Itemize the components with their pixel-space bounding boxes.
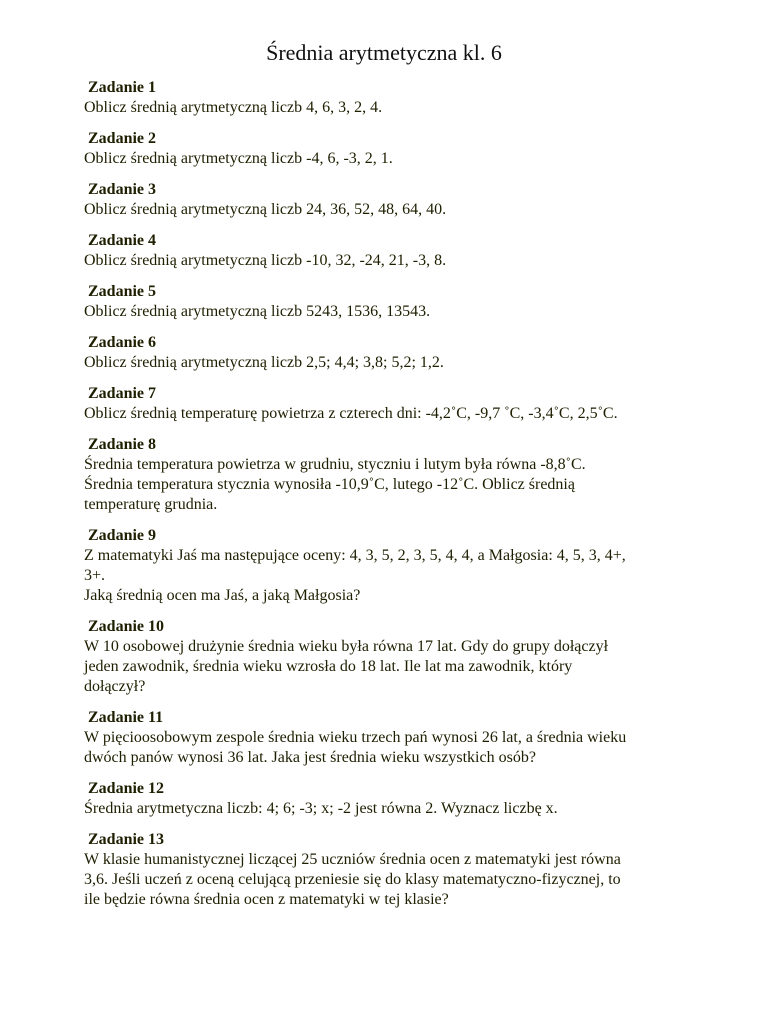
task-text-line: Oblicz średnią arytmetyczną liczb 5243, 1536, 13543. xyxy=(84,303,431,320)
task-text xyxy=(84,546,744,606)
task-text xyxy=(84,637,744,697)
task-text-line: temperaturę grudnia. xyxy=(84,496,218,513)
task-text-line: Oblicz średnią arytmetyczną liczb -4, 6, -3, 2, 1. xyxy=(84,150,393,167)
task-item xyxy=(84,708,744,768)
task-text-line: 3+. xyxy=(84,567,106,584)
task-text xyxy=(84,251,744,271)
task-item xyxy=(84,435,744,515)
task-text-line: Oblicz średnią arytmetyczną liczb -10, 32, -24, 21, -3, 8. xyxy=(84,252,447,269)
task-text-line: Średnia temperatura powietrza w grudniu, styczniu i lutym była równa -8,8˚C. xyxy=(84,456,586,473)
task-label: Zadanie 12 xyxy=(88,780,165,797)
task-item xyxy=(84,231,744,271)
task-text-line: ile będzie równa średnia ocen z matematyki w tej klasie? xyxy=(84,891,449,908)
page-title: Średnia arytmetyczna kl. 6 xyxy=(266,40,502,65)
task-item xyxy=(84,129,744,169)
task-text-line: Średnia temperatura stycznia wynosiła -10,9˚C, lutego -12˚C. Oblicz średnią xyxy=(84,476,575,493)
task-text xyxy=(84,149,744,169)
task-text xyxy=(84,455,744,515)
task-label: Zadanie 8 xyxy=(88,436,157,453)
task-label: Zadanie 10 xyxy=(88,618,165,635)
task-text-line: Oblicz średnią arytmetyczną liczb 4, 6, 3, 2, 4. xyxy=(84,99,383,116)
task-text-line: Oblicz średnią temperaturę powietrza z czterech dni: -4,2˚C, -9,7 ˚C, -3,4˚C, 2,5˚C. xyxy=(84,405,618,422)
task-text-line: Z matematyki Jaś ma następujące oceny: 4, 3, 5, 2, 3, 5, 4, 4, a Małgosia: 4, 5, 3, 4+, xyxy=(84,547,626,564)
task-label: Zadanie 13 xyxy=(88,831,165,848)
task-text xyxy=(84,799,744,819)
task-text xyxy=(84,353,744,373)
task-label: Zadanie 11 xyxy=(88,709,164,726)
task-text-line: W klasie humanistycznej liczącej 25 uczniów średnia ocen z matematyki jest równa xyxy=(84,851,621,868)
task-text-line: Oblicz średnią arytmetyczną liczb 24, 36, 52, 48, 64, 40. xyxy=(84,201,447,218)
task-text xyxy=(84,302,744,322)
task-text xyxy=(84,98,744,118)
task-label: Zadanie 4 xyxy=(88,232,157,249)
task-item xyxy=(84,384,744,424)
task-item xyxy=(84,779,744,819)
task-item xyxy=(84,830,744,910)
task-text-line: dołączył? xyxy=(84,678,146,695)
task-text-line: jeden zawodnik, średnia wieku wzrosła do 18 lat. Ile lat ma zawodnik, który xyxy=(84,658,573,675)
task-label: Zadanie 9 xyxy=(88,527,157,544)
task-label: Zadanie 1 xyxy=(88,79,157,96)
task-text-line: W 10 osobowej drużynie średnia wieku była równa 17 lat. Gdy do grupy dołączył xyxy=(84,638,609,655)
task-item xyxy=(84,526,744,606)
task-text-line: 3,6. Jeśli uczeń z oceną celującą przeniesie się do klasy matematyczno-fizycznej, to xyxy=(84,871,621,888)
task-item xyxy=(84,180,744,220)
task-label: Zadanie 5 xyxy=(88,283,157,300)
task-label: Zadanie 7 xyxy=(88,385,157,402)
task-label: Zadanie 2 xyxy=(88,130,157,147)
task-text xyxy=(84,404,744,424)
task-text xyxy=(84,850,744,910)
task-item xyxy=(84,333,744,373)
task-list xyxy=(84,78,744,921)
task-item xyxy=(84,617,744,697)
task-text xyxy=(84,728,744,768)
task-text xyxy=(84,200,744,220)
task-text-line: dwóch panów wynosi 36 lat. Jaka jest średnia wieku wszystkich osób? xyxy=(84,749,536,766)
task-text-line: Jaką średnią ocen ma Jaś, a jaką Małgosia? xyxy=(84,587,361,604)
task-item xyxy=(84,282,744,322)
task-text-line: Oblicz średnią arytmetyczną liczb 2,5; 4,4; 3,8; 5,2; 1,2. xyxy=(84,354,444,371)
task-item xyxy=(84,78,744,118)
task-label: Zadanie 3 xyxy=(88,181,157,198)
task-text-line: Średnia arytmetyczna liczb: 4; 6; -3; x; -2 jest równa 2. Wyznacz liczbę x. xyxy=(84,800,558,817)
task-label: Zadanie 6 xyxy=(88,334,157,351)
task-text-line: W pięcioosobowym zespole średnia wieku trzech pań wynosi 26 lat, a średnia wieku xyxy=(84,729,627,746)
